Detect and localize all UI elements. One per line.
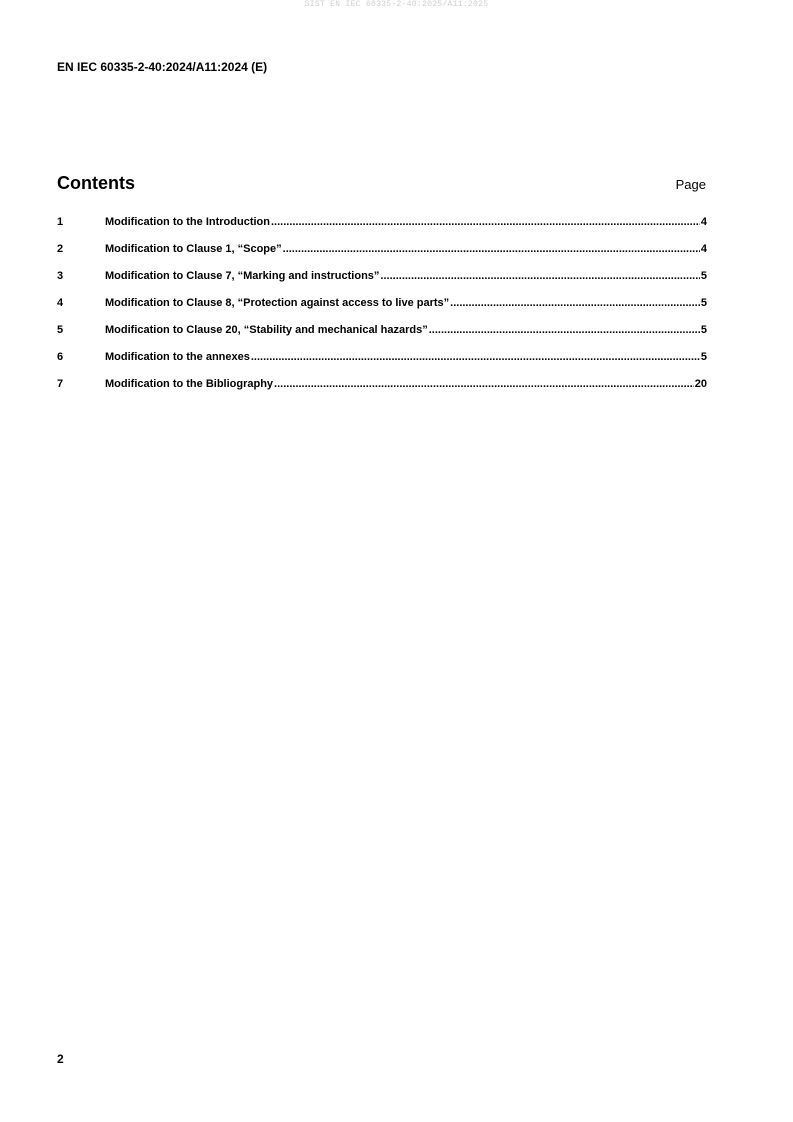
page-number: 2 — [57, 1052, 64, 1066]
dot-leader — [283, 243, 700, 255]
toc-entry-page: 4 — [700, 243, 707, 255]
toc-entry-number: 4 — [57, 297, 64, 309]
toc-entry-title: Modification to Clause 8, “Protection against access to live parts” — [105, 297, 450, 309]
dot-leader — [251, 351, 700, 363]
toc-entry[interactable] — [57, 324, 707, 351]
dot-leader — [429, 324, 700, 336]
toc-entry-number: 2 — [57, 243, 64, 255]
toc-entry[interactable] — [57, 243, 707, 270]
toc-entry-title: Modification to the Introduction — [105, 216, 270, 228]
dot-leader — [450, 297, 700, 309]
toc-entry-page: 5 — [700, 351, 707, 363]
document-identifier: EN IEC 60335-2-40:2024/A11:2024 (E) — [57, 60, 268, 74]
toc-entry-page: 20 — [694, 378, 707, 390]
toc-entry-number: 3 — [57, 270, 64, 282]
page-column-label: Page — [675, 177, 706, 192]
toc-entry-page: 5 — [700, 270, 707, 282]
toc-entry[interactable] — [57, 297, 707, 324]
toc-entry-title: Modification to the Bibliography — [105, 378, 274, 390]
watermark: SIST EN IEC 60335-2-40:2025/A11:2025 — [304, 0, 489, 9]
toc-entry-number: 6 — [57, 351, 64, 363]
toc-entry-page: 5 — [700, 324, 707, 336]
toc-entry-title: Modification to Clause 1, “Scope” — [105, 243, 282, 255]
dot-leader — [274, 378, 694, 390]
toc-entry-title: Modification to the annexes — [105, 351, 250, 363]
toc-entry-title: Modification to Clause 7, “Marking and instructions” — [105, 270, 380, 282]
toc-entry-page: 4 — [700, 216, 707, 228]
toc-entry-number: 1 — [57, 216, 64, 228]
toc-entry[interactable] — [57, 351, 707, 378]
toc-entry[interactable] — [57, 270, 707, 297]
toc-entry-number: 7 — [57, 378, 64, 390]
toc-entry-title: Modification to Clause 20, “Stability and mechanical hazards” — [105, 324, 428, 336]
toc-entry-page: 5 — [700, 297, 707, 309]
contents-heading: Contents — [57, 173, 135, 193]
toc-entry[interactable] — [57, 378, 707, 405]
dot-leader — [271, 216, 700, 228]
dot-leader — [380, 270, 699, 282]
toc-entry-number: 5 — [57, 324, 64, 336]
table-of-contents — [57, 216, 707, 405]
toc-entry[interactable] — [57, 216, 707, 243]
